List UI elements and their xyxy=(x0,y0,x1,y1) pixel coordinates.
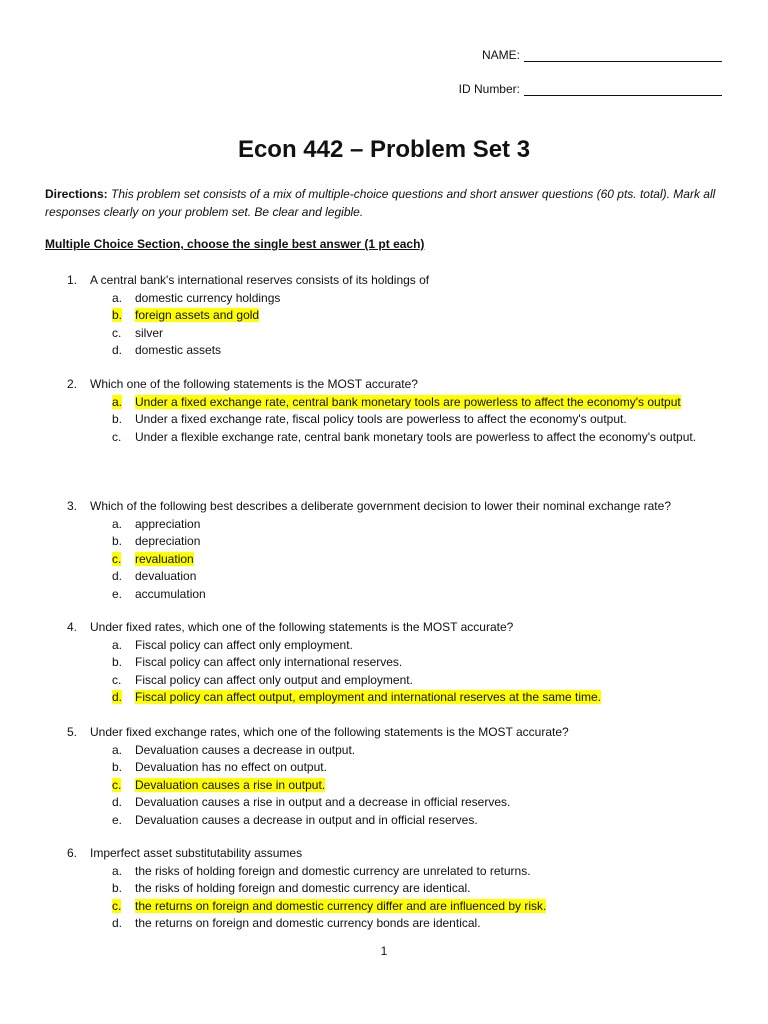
option-text-content: Fiscal policy can affect only employment. xyxy=(135,637,353,652)
option-letter xyxy=(112,777,135,795)
question-stem xyxy=(67,272,727,290)
option-text xyxy=(135,342,727,360)
question-number: 1. xyxy=(67,273,78,287)
option-text-content: appreciation xyxy=(135,516,201,531)
answer-option-highlighted[interactable] xyxy=(112,394,727,412)
directions-text: This problem set consists of a mix of multiple-choice questions and short answer questions (60 pts. total). Mark all responses clearly on your problem set. Be clear and legible. xyxy=(45,187,716,219)
option-letter xyxy=(112,637,135,655)
option-letter-text: b. xyxy=(112,881,123,895)
option-letter-text: b. xyxy=(112,412,123,426)
option-letter xyxy=(112,654,135,672)
option-text-content: foreign assets and gold xyxy=(135,308,260,322)
id-number-field[interactable] xyxy=(459,82,722,96)
question-6 xyxy=(67,845,727,933)
option-letter-text: b. xyxy=(112,534,123,548)
option-letter-text: a. xyxy=(112,394,123,409)
option-text xyxy=(135,880,727,898)
answer-option-highlighted[interactable] xyxy=(112,551,727,569)
answer-options xyxy=(112,742,727,830)
option-letter-text: a. xyxy=(112,742,123,757)
answer-option[interactable] xyxy=(112,516,727,534)
question-5 xyxy=(67,724,727,829)
option-letter-text: a. xyxy=(112,637,123,652)
option-text-content: revaluation xyxy=(135,551,194,566)
question-text: Imperfect asset substitutability assumes xyxy=(90,846,303,860)
answer-option-highlighted[interactable] xyxy=(112,777,727,795)
option-letter-text: c. xyxy=(112,429,122,444)
option-letter xyxy=(112,516,135,534)
answer-option[interactable] xyxy=(112,863,727,881)
answer-option[interactable] xyxy=(112,654,727,672)
option-text-content: Devaluation causes a rise in output. xyxy=(135,777,326,792)
option-letter xyxy=(112,794,135,812)
question-stem xyxy=(67,498,727,516)
option-text xyxy=(135,637,727,655)
option-letter-text: c. xyxy=(112,777,122,792)
option-letter-text: b. xyxy=(112,760,123,774)
question-4 xyxy=(67,619,727,707)
question-2 xyxy=(67,376,727,446)
option-letter xyxy=(112,325,135,343)
question-text: Which of the following best describes a deliberate government decision to lower their nominal exchange rate? xyxy=(90,499,671,513)
option-text-content: Devaluation causes a decrease in output and in official reserves. xyxy=(135,812,478,827)
answer-option[interactable] xyxy=(112,325,727,343)
option-letter-text: d. xyxy=(112,569,123,583)
option-text xyxy=(135,411,727,429)
option-text-content: depreciation xyxy=(135,534,201,548)
option-letter xyxy=(112,586,135,604)
id-number-label: ID Number: xyxy=(458,82,520,96)
question-text: Which one of the following statements is the MOST accurate? xyxy=(90,377,418,391)
option-text-content: the risks of holding foreign and domestic currency are unrelated to returns. xyxy=(135,863,531,878)
answer-options xyxy=(112,290,727,360)
question-stem xyxy=(67,724,727,742)
option-text xyxy=(135,672,727,690)
directions-label: Directions: xyxy=(45,187,108,201)
option-letter-text: b. xyxy=(112,308,123,322)
option-text xyxy=(135,551,727,569)
option-letter xyxy=(112,672,135,690)
option-letter-text: d. xyxy=(112,690,123,704)
option-text xyxy=(135,429,727,447)
answer-option[interactable] xyxy=(112,533,727,551)
option-text-content: Fiscal policy can affect only output and employment. xyxy=(135,672,413,687)
option-letter xyxy=(112,880,135,898)
option-text-content: the risks of holding foreign and domestic currency are identical. xyxy=(135,881,471,895)
option-text-content: domestic assets xyxy=(135,343,222,357)
id-number-blank-line[interactable] xyxy=(524,83,722,96)
option-letter xyxy=(112,290,135,308)
option-text xyxy=(135,533,727,551)
option-letter-text: c. xyxy=(112,551,122,566)
answer-option[interactable] xyxy=(112,742,727,760)
option-letter-text: b. xyxy=(112,655,123,669)
option-letter xyxy=(112,342,135,360)
answer-option[interactable] xyxy=(112,568,727,586)
answer-option[interactable] xyxy=(112,672,727,690)
question-stem xyxy=(67,376,727,394)
option-text xyxy=(135,812,727,830)
question-stem xyxy=(67,845,727,863)
option-letter-text: a. xyxy=(112,290,123,305)
option-letter xyxy=(112,915,135,933)
answer-option[interactable] xyxy=(112,586,727,604)
document-title: Econ 442 – Problem Set 3 xyxy=(237,136,531,163)
option-text xyxy=(135,394,727,412)
option-text xyxy=(135,898,727,916)
answer-option[interactable] xyxy=(112,759,727,777)
answer-options xyxy=(112,637,727,707)
question-number: 2. xyxy=(67,377,78,391)
option-text-content: silver xyxy=(135,325,164,340)
answer-option[interactable] xyxy=(112,637,727,655)
option-text xyxy=(135,863,727,881)
option-letter-text: c. xyxy=(112,325,122,340)
option-letter xyxy=(112,689,135,707)
option-text xyxy=(135,307,727,325)
option-text-content: domestic currency holdings xyxy=(135,290,281,305)
option-text xyxy=(135,586,727,604)
answer-option[interactable] xyxy=(112,342,727,360)
question-number: 5. xyxy=(67,725,78,739)
question-text: Under fixed exchange rates, which one of the following statements is the MOST accurate? xyxy=(90,725,569,739)
option-letter xyxy=(112,812,135,830)
answer-option[interactable] xyxy=(112,429,727,447)
question-number: 3. xyxy=(67,499,78,513)
option-letter xyxy=(112,742,135,760)
option-text-content: Under a flexible exchange rate, central bank monetary tools are powerless to affect the economy's output. xyxy=(135,429,697,444)
answer-option[interactable] xyxy=(112,794,727,812)
question-3 xyxy=(67,498,727,603)
question-stem xyxy=(67,619,727,637)
option-letter-text: d. xyxy=(112,916,123,930)
answer-options xyxy=(112,516,727,604)
question-number: 6. xyxy=(67,846,78,860)
option-letter xyxy=(112,568,135,586)
option-text-content: the returns on foreign and domestic currency differ and are influenced by risk. xyxy=(135,898,547,913)
option-text xyxy=(135,794,727,812)
option-letter-text: e. xyxy=(112,586,123,601)
option-letter xyxy=(112,898,135,916)
answer-option[interactable] xyxy=(112,915,727,933)
directions xyxy=(45,185,725,221)
option-text xyxy=(135,777,727,795)
option-letter xyxy=(112,429,135,447)
option-letter xyxy=(112,863,135,881)
option-text xyxy=(135,759,727,777)
answer-option[interactable] xyxy=(112,411,727,429)
question-text: A central bank's international reserves consists of its holdings of xyxy=(90,273,430,287)
option-letter-text: a. xyxy=(112,516,123,531)
option-text-content: Devaluation causes a rise in output and a decrease in official reserves. xyxy=(135,795,511,809)
option-text xyxy=(135,742,727,760)
page-number: 1 xyxy=(380,944,388,958)
option-text-content: Devaluation causes a decrease in output. xyxy=(135,742,356,757)
option-text-content: Fiscal policy can affect output, employment and international reserves at the same time. xyxy=(135,690,602,704)
option-text-content: the returns on foreign and domestic currency bonds are identical. xyxy=(135,916,481,930)
answer-options xyxy=(112,394,727,447)
answer-option[interactable] xyxy=(112,812,727,830)
option-letter-text: e. xyxy=(112,812,123,827)
option-text-content: Under a fixed exchange rate, fiscal policy tools are powerless to affect the economy's output. xyxy=(135,412,627,426)
section-heading: Multiple Choice Section, choose the single best answer (1 pt each) xyxy=(45,237,425,251)
option-letter-text: d. xyxy=(112,343,123,357)
option-letter xyxy=(112,307,135,325)
option-text-content: Devaluation has no effect on output. xyxy=(135,760,327,774)
option-letter-text: c. xyxy=(112,898,122,913)
name-label: NAME: xyxy=(481,48,520,62)
option-text xyxy=(135,516,727,534)
option-text-content: devaluation xyxy=(135,569,197,583)
answer-option-highlighted[interactable] xyxy=(112,307,727,325)
question-1 xyxy=(67,272,727,360)
answer-option[interactable] xyxy=(112,880,727,898)
option-letter xyxy=(112,411,135,429)
answer-option-highlighted[interactable] xyxy=(112,898,727,916)
name-blank-line[interactable] xyxy=(524,49,722,62)
option-text xyxy=(135,290,727,308)
option-letter xyxy=(112,394,135,412)
option-letter xyxy=(112,533,135,551)
option-letter xyxy=(112,759,135,777)
option-text xyxy=(135,915,727,933)
option-text xyxy=(135,689,727,707)
question-text: Under fixed rates, which one of the following statements is the MOST accurate? xyxy=(90,620,514,634)
option-text-content: Fiscal policy can affect only international reserves. xyxy=(135,655,403,669)
option-text xyxy=(135,568,727,586)
answer-options xyxy=(112,863,727,933)
option-text-content: Under a fixed exchange rate, central bank monetary tools are powerless to affect the economy's output xyxy=(135,394,681,409)
answer-option[interactable] xyxy=(112,290,727,308)
name-field[interactable] xyxy=(482,48,722,62)
option-text-content: accumulation xyxy=(135,586,206,601)
option-letter-text: c. xyxy=(112,672,122,687)
option-letter xyxy=(112,551,135,569)
option-letter-text: a. xyxy=(112,863,123,878)
option-text xyxy=(135,654,727,672)
question-number: 4. xyxy=(67,620,78,634)
answer-option-highlighted[interactable] xyxy=(112,689,727,707)
option-text xyxy=(135,325,727,343)
option-letter-text: d. xyxy=(112,795,123,809)
